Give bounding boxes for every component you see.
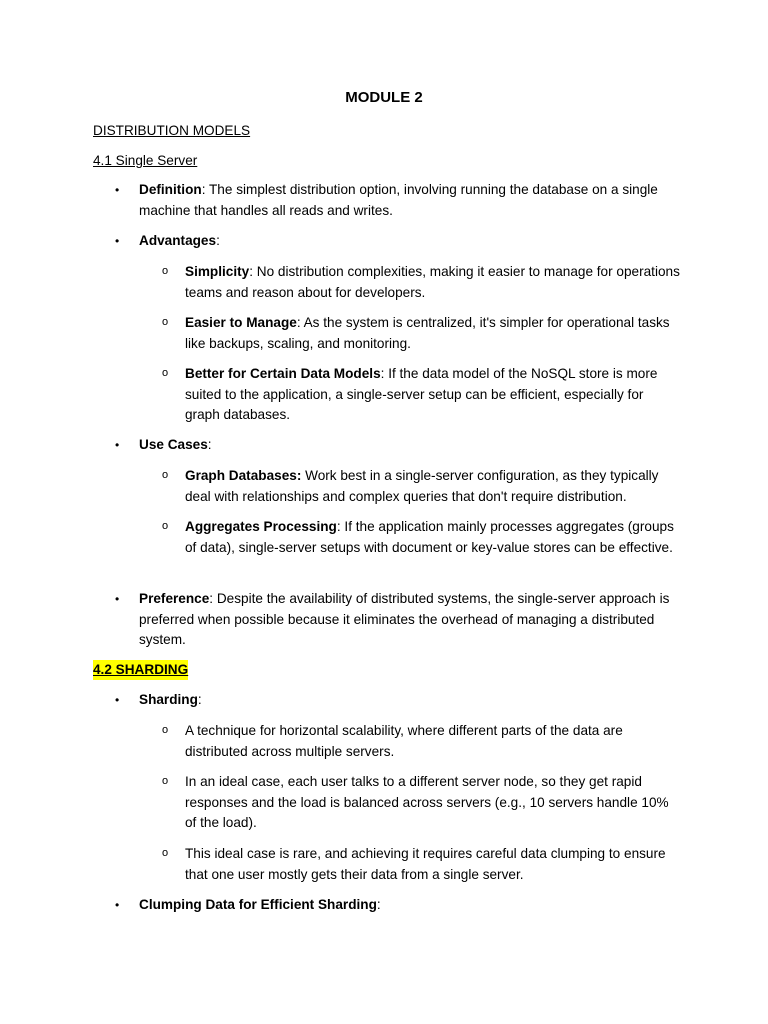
subbullet-simplicity [162,262,680,303]
subbullet-better-data-models [162,364,680,426]
text-simplicity: : No distribution complexities, making it easier to manage for operations teams and reason about for developers. [185,264,680,300]
subbullet-ideal-case [162,772,680,834]
subbullet-rare-case [162,844,680,885]
bullet-clumping-data [115,895,679,916]
sub-bullet-marker: o [162,724,169,736]
sub-bullet-marker: o [162,520,169,532]
text-ideal-case: In an ideal case, each user talks to a different server node, so they get rapid responses and the load is balanced across servers (e.g., 10 servers handle 10% of the load). [185,774,669,830]
term-aggregates-processing: Aggregates Processing [185,519,337,534]
text-aggregates-processing: : If the application mainly processes aggregates (groups of data), single-server setups with document or key-value stores can be effective. [185,519,674,555]
term-graph-databases: Graph Databases: [185,468,302,483]
text-better-data-models: : If the data model of the NoSQL store is more suited to the application, a single-server setup can be efficient, especially for graph databases. [185,366,658,422]
heading-4-1: 4.1 Single Server [93,153,198,168]
text-preference: : Despite the availability of distributed systems, the single-server approach is preferred when possible because it eliminates the overhead of managing a distributed system. [139,591,670,647]
text-technique: A technique for horizontal scalability, where different parts of the data are distributed across multiple servers. [185,723,623,759]
term-preference: Preference [139,591,210,606]
subbullet-graph-databases [162,466,680,507]
sub-bullet-marker: o [162,469,169,481]
sub-bullet-marker: o [162,847,169,859]
term-use-cases: Use Cases [139,437,208,452]
sub-bullet-marker: o [162,367,169,379]
bullet-marker: • [115,898,120,912]
sub-bullet-marker: o [162,265,169,277]
term-clumping-data: Clumping Data for Efficient Sharding [139,897,377,912]
page-title: MODULE 2 [345,89,423,106]
subbullet-aggregates-processing [162,517,680,558]
heading-4-2-sharding: 4.2 SHARDING [93,660,188,680]
bullet-preference [115,589,679,651]
sub-bullet-marker: o [162,316,169,328]
bullet-use-cases [115,435,679,456]
bullet-marker: • [115,234,120,248]
bullet-sharding [115,690,679,711]
bullet-advantages [115,231,679,252]
subbullet-easier-to-manage [162,313,680,354]
text-easier-to-manage: : As the system is centralized, it's simpler for operational tasks like backups, scaling, and monitoring. [185,315,670,351]
bullet-marker: • [115,693,120,707]
bullet-definition [115,180,679,221]
term-sharding: Sharding [139,692,198,707]
text-definition: : The simplest distribution option, involving running the database on a single machine that handles all reads and writes. [139,182,658,218]
subtitle-distribution-models: DISTRIBUTION MODELS [93,123,251,138]
bullet-marker: • [115,183,120,197]
text-rare-case: This ideal case is rare, and achieving it requires careful data clumping to ensure that one user mostly gets their data from a single server. [185,846,666,882]
term-definition: Definition [139,182,202,197]
term-better-data-models: Better for Certain Data Models [185,366,381,381]
text-advantages: : [216,233,220,248]
term-advantages: Advantages [139,233,217,248]
bullet-marker: • [115,438,120,452]
term-simplicity: Simplicity [185,264,250,279]
text-use-cases: : [207,437,212,452]
text-graph-databases: Work best in a single-server configuration, as they typically deal with relationships and complex queries that don't require distribution. [185,468,659,504]
subbullet-technique [162,721,680,762]
sub-bullet-marker: o [162,775,169,787]
text-clumping-data: : [376,897,381,912]
bullet-marker: • [115,592,120,606]
text-sharding: : [197,692,202,707]
term-easier-to-manage: Easier to Manage [185,315,297,330]
